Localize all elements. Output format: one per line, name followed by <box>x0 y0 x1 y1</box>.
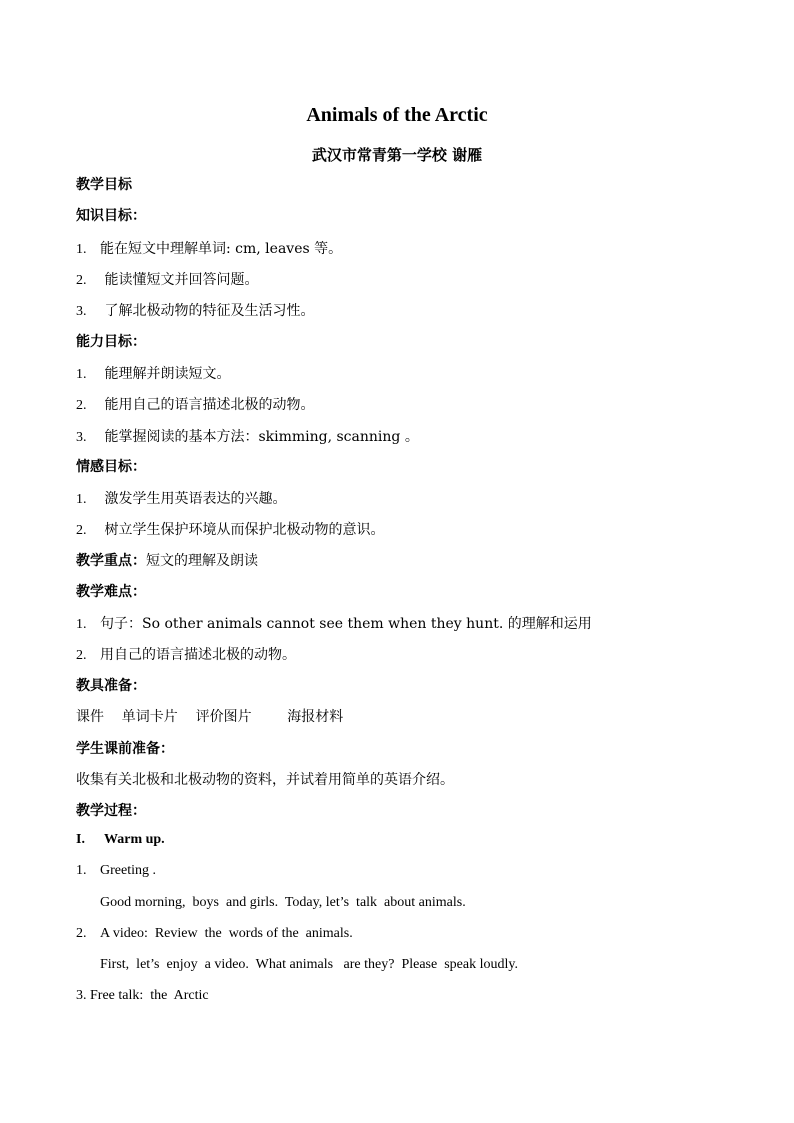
item-number: 1. <box>76 617 87 632</box>
step-number: 1. <box>76 863 87 878</box>
item-text: 树立学生保护环境从而保护北极动物的意识。 <box>100 522 385 538</box>
emotion-item-2 <box>76 519 384 539</box>
difficulty-item-2 <box>76 644 296 664</box>
emotion-item-1 <box>76 488 286 508</box>
item-text: 了解北极动物的特征及生活习性。 <box>100 303 315 319</box>
knowledge-item-3 <box>76 300 314 320</box>
item-number: 3. <box>76 430 87 445</box>
document-title: Animals of the Arctic <box>306 104 488 126</box>
key-point-text: 短文的理解及朗读 <box>146 553 258 569</box>
ability-heading: 能力目标： <box>76 334 146 350</box>
item-text: 能理解并朗读短文。 <box>100 366 231 382</box>
item-text: 能用自己的语言描述北极的动物。 <box>100 397 315 413</box>
key-point-line <box>76 550 258 570</box>
step-1-detail: Good morning, boys and girls. Today, let’s talk about animals. <box>100 895 466 910</box>
knowledge-heading: 知识目标： <box>76 208 146 224</box>
item-number: 1. <box>76 242 87 257</box>
free-talk-line: 3. Free talk: the Arctic <box>76 988 209 1003</box>
item-text: 激发学生用英语表达的兴趣。 <box>100 491 287 507</box>
item-text: 句子：So other animals cannot see them when they hunt. 的理解和运用 <box>100 616 592 632</box>
ability-item-3 <box>76 426 419 446</box>
section-text: Warm up. <box>104 832 165 847</box>
author-line: 武汉市常青第一学校 谢雁 <box>311 146 483 164</box>
item-text: 能读懂短文并回答问题。 <box>100 272 259 288</box>
ability-item-1 <box>76 363 230 383</box>
item-text: 能掌握阅读的基本方法：skimming, scanning 。 <box>100 429 419 445</box>
item-text: 用自己的语言描述北极的动物。 <box>100 647 296 663</box>
ability-item-2 <box>76 394 314 414</box>
item-number: 1. <box>76 367 87 382</box>
knowledge-item-2 <box>76 269 258 289</box>
item-number: 2. <box>76 398 87 413</box>
knowledge-item-1 <box>76 238 342 258</box>
item-number: 2. <box>76 273 87 288</box>
step-1 <box>76 863 156 879</box>
item-number: 2. <box>76 523 87 538</box>
section-number: I. <box>76 832 85 847</box>
step-text: A video: Review the words of the animals. <box>100 926 353 941</box>
process-heading: 教学过程： <box>76 803 146 819</box>
key-point-label: 教学重点： <box>76 553 146 569</box>
step-text: Greeting . <box>100 863 156 878</box>
step-2-detail: First, let’s enjoy a video. What animals are they? Please speak loudly. <box>100 957 518 972</box>
item-number: 2. <box>76 648 87 663</box>
prep-heading: 学生课前准备： <box>76 741 174 757</box>
step-2 <box>76 926 353 942</box>
prep-text: 收集有关北极和北极动物的资料，并试着用简单的英语介绍。 <box>76 772 454 788</box>
materials-heading: 教具准备： <box>76 678 146 694</box>
difficulty-heading: 教学难点： <box>76 584 146 600</box>
item-number: 1. <box>76 492 87 507</box>
materials-text: 课件 单词卡片 评价图片 海报材料 <box>76 709 344 725</box>
item-text: 能在短文中理解单词: cm, leaves 等。 <box>100 241 343 257</box>
emotion-heading: 情感目标： <box>76 459 146 475</box>
step-number: 2. <box>76 926 87 941</box>
item-number: 3. <box>76 304 87 319</box>
objectives-heading: 教学目标 <box>76 177 132 193</box>
difficulty-item-1 <box>76 613 592 633</box>
warm-up-heading <box>76 832 165 848</box>
